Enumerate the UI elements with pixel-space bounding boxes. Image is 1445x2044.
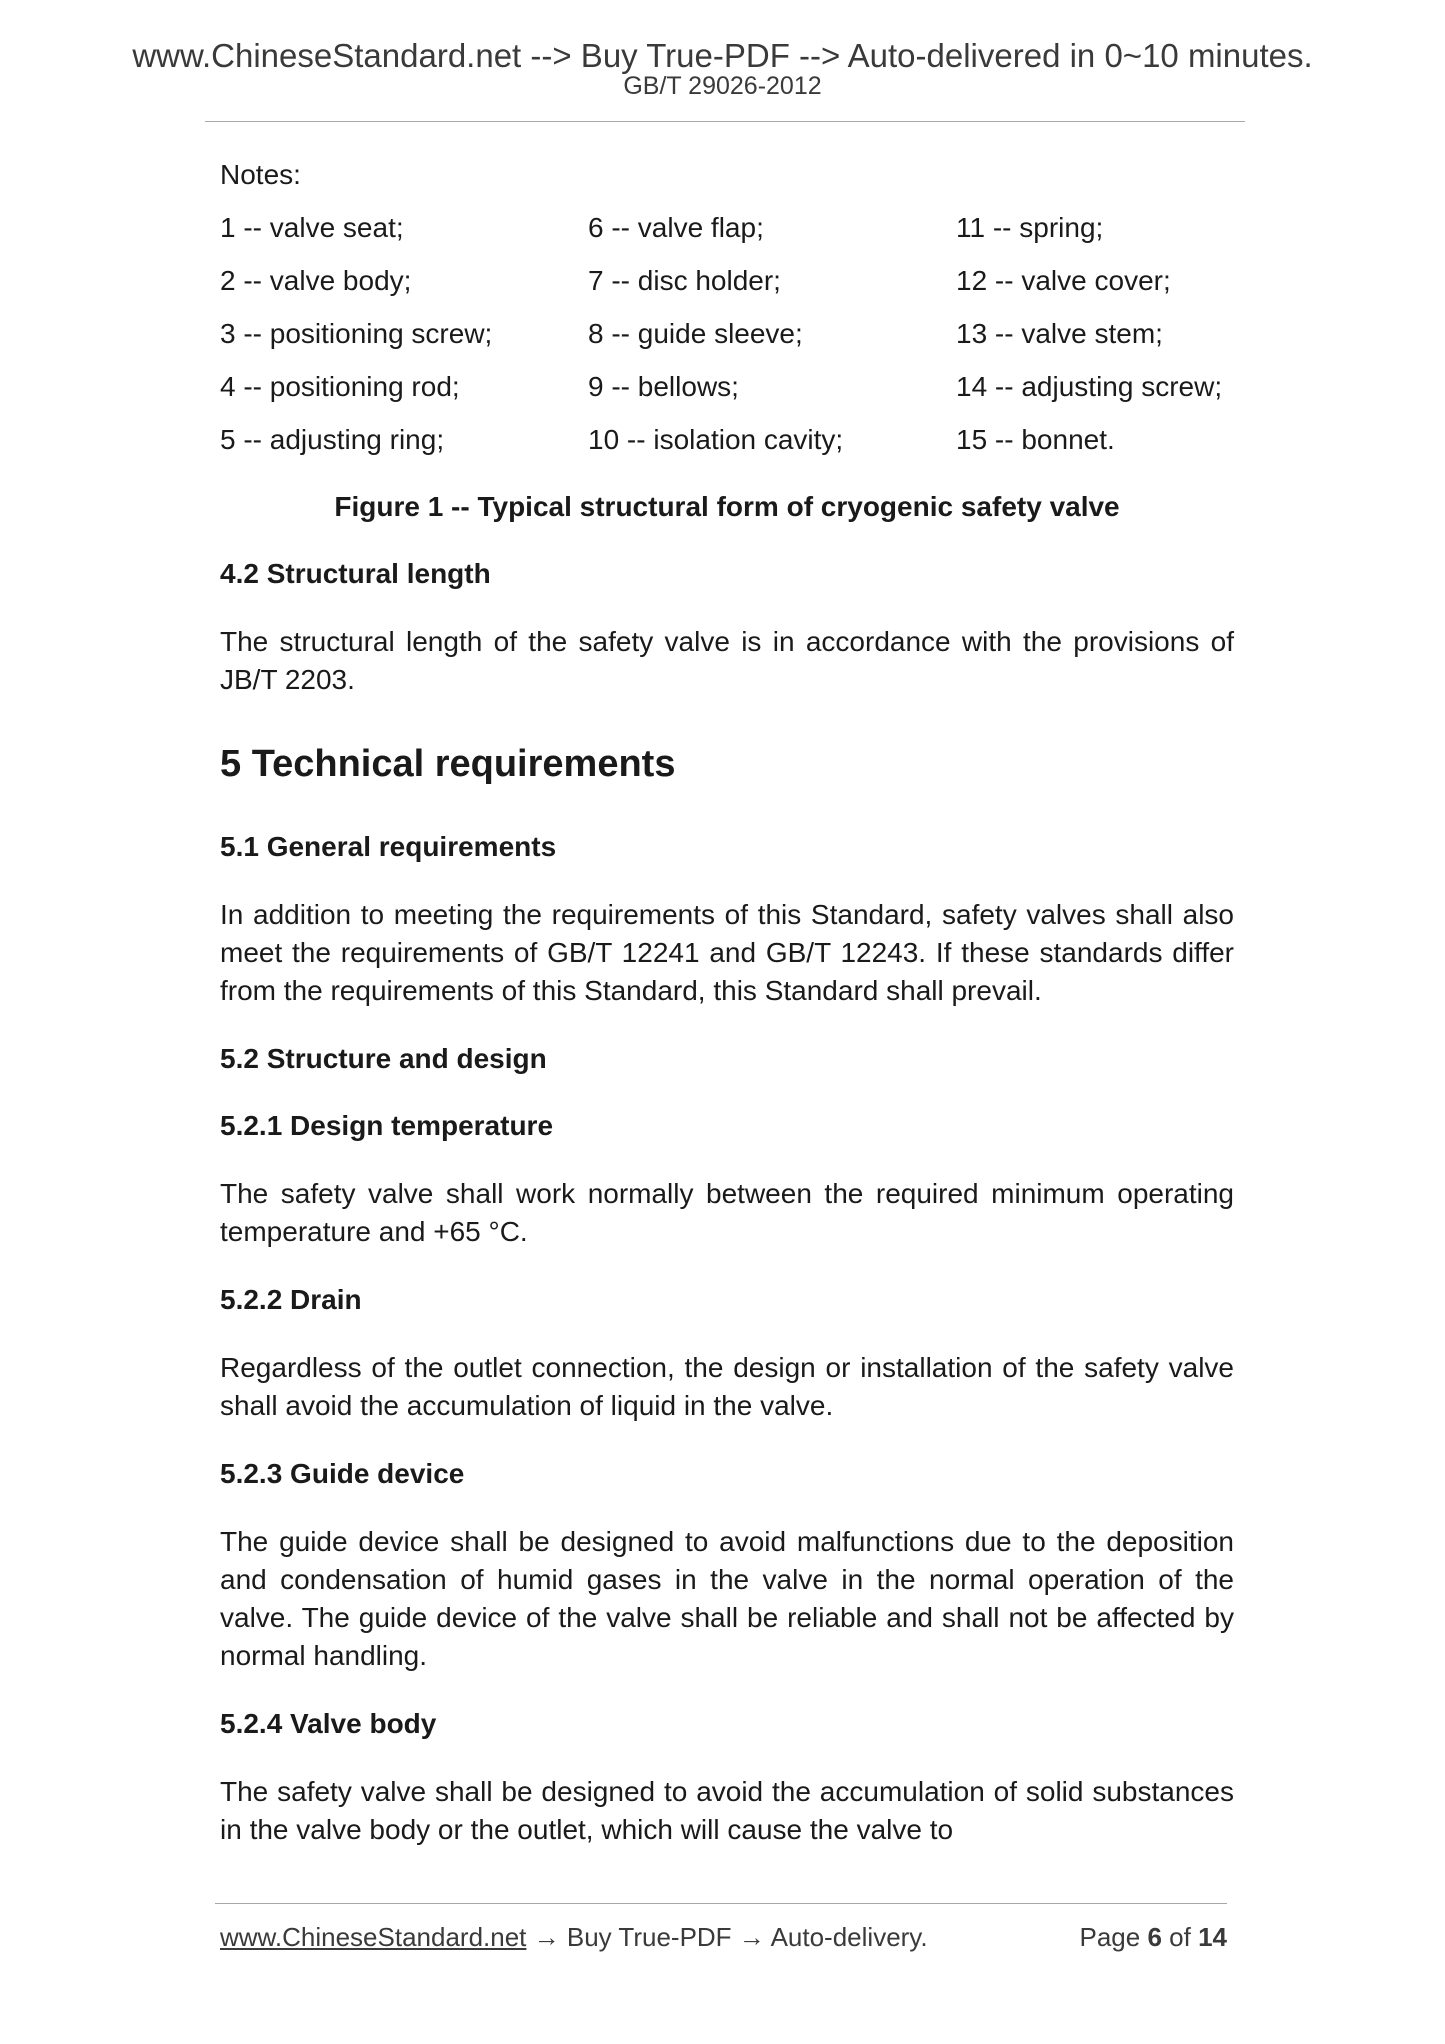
section-heading-5-2-4: 5.2.4 Valve body <box>220 1708 437 1739</box>
note-item: 5 -- adjusting ring; <box>220 424 445 455</box>
section-heading-5-2-3: 5.2.3 Guide device <box>220 1458 465 1489</box>
section-heading-5-2: 5.2 Structure and design <box>220 1043 547 1074</box>
note-item: 2 -- valve body; <box>220 265 412 296</box>
section-text-5-2-3: The guide device shall be designed to avoid malfunctions due to the deposition and condensation of humid gases in the valve in the normal operation of the valve. The guide device of the valve shall be reliable and shall not be affected by normal handling. <box>220 1526 1234 1671</box>
note-item: 4 -- positioning rod; <box>220 371 460 402</box>
section-text-5-1: In addition to meeting the requirements of this Standard, safety valves shall also meet the requirements of GB/T 12241 and GB/T 12243. If these standards differ from the requirements of this Standard, this Standard shall prevail. <box>220 899 1234 1006</box>
note-item: 11 -- spring; <box>956 212 1104 243</box>
note-item: 7 -- disc holder; <box>588 265 781 296</box>
of-word: of <box>1169 1922 1191 1952</box>
note-item: 8 -- guide sleeve; <box>588 318 803 349</box>
page-word: Page <box>1079 1922 1141 1952</box>
section-text-4-2: The structural length of the safety valve is in accordance with the provisions of JB/T 2203. <box>220 626 1234 695</box>
note-item: 15 -- bonnet. <box>956 424 1115 455</box>
section-heading-5-1: 5.1 General requirements <box>220 831 557 862</box>
page-body <box>220 157 1234 1849</box>
page-indicator <box>1079 1921 1227 1953</box>
footer-divider <box>215 1903 1227 1904</box>
chapter-heading-5: 5 Technical requirements <box>220 743 676 785</box>
section-text-5-2-4: The safety valve shall be designed to avoid the accumulation of solid substances in the valve body or the outlet, which will cause the valve to <box>220 1776 1234 1845</box>
header-divider <box>205 121 1245 122</box>
note-item: 12 -- valve cover; <box>956 265 1171 296</box>
note-item: 6 -- valve flap; <box>588 212 764 243</box>
section-text-5-2-2: Regardless of the outlet connection, the design or installation of the safety valve shall avoid the accumulation of liquid in the valve. <box>220 1352 1234 1421</box>
section-heading-5-2-1: 5.2.1 Design temperature <box>220 1110 554 1141</box>
total-pages: 14 <box>1198 1922 1227 1952</box>
standard-number: GB/T 29026-2012 <box>623 72 822 100</box>
section-text-5-2-1: The safety valve shall work normally between the required minimum operating temperature and +65 °C. <box>220 1178 1234 1247</box>
site-link[interactable]: www.ChineseStandard.net <box>220 1922 527 1952</box>
footer-tagline: → Buy True-PDF → Auto-delivery. <box>526 1922 928 1952</box>
section-heading-4-2: 4.2 Structural length <box>220 558 491 589</box>
note-item: 13 -- valve stem; <box>956 318 1163 349</box>
note-item: 3 -- positioning screw; <box>220 318 493 349</box>
section-heading-5-2-2: 5.2.2 Drain <box>220 1284 362 1315</box>
notes-title: Notes: <box>220 159 301 190</box>
footer-left <box>220 1921 928 1953</box>
top-banner: www.ChineseStandard.net --> Buy True-PDF --> Auto-delivered in 0~10 minutes. <box>132 37 1313 74</box>
figure-caption: Figure 1 -- Typical structural form of cryogenic safety valve <box>334 491 1120 522</box>
figure-notes-list <box>220 210 1234 458</box>
note-item: 1 -- valve seat; <box>220 212 404 243</box>
note-item: 14 -- adjusting screw; <box>956 371 1223 402</box>
current-page: 6 <box>1147 1922 1162 1952</box>
note-item: 9 -- bellows; <box>588 371 739 402</box>
note-item: 10 -- isolation cavity; <box>588 424 844 455</box>
